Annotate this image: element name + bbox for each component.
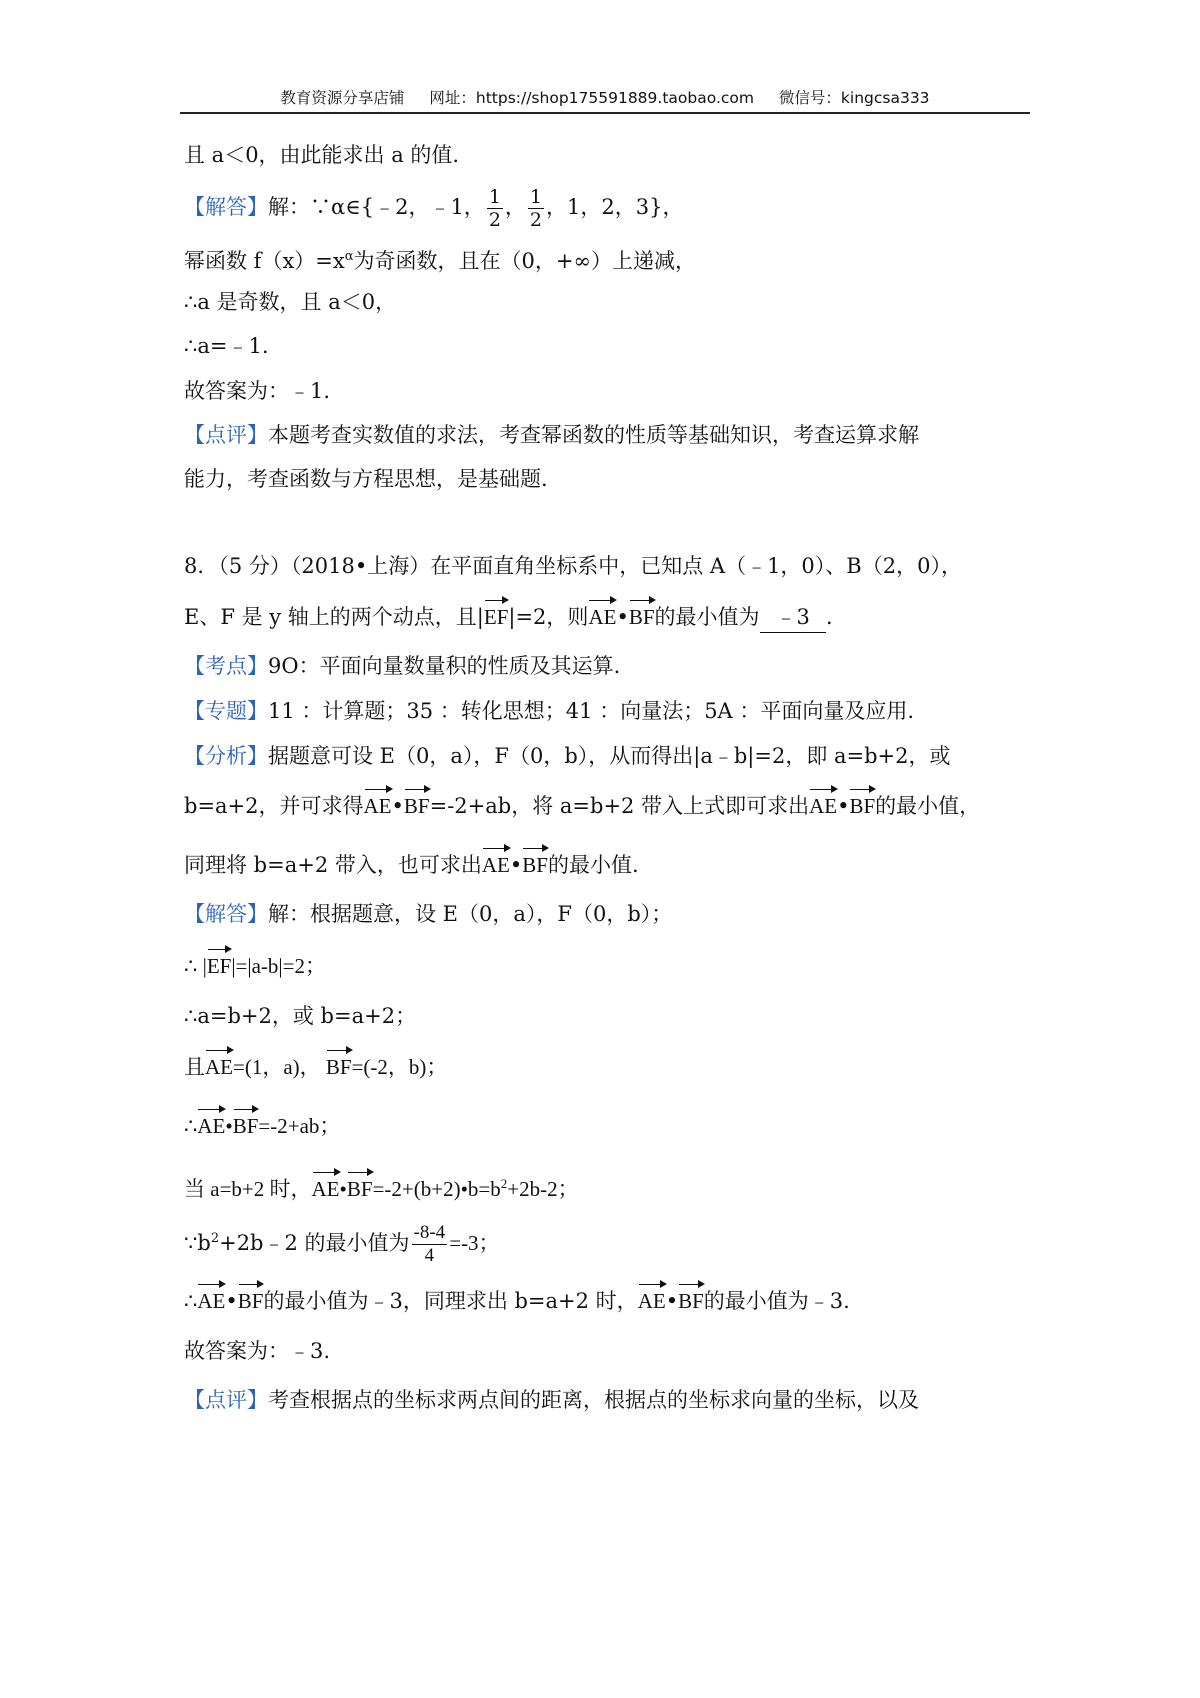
wechat-id: 微信号：kingcsa333	[778, 89, 930, 107]
answer-blank: ﹣3	[760, 602, 826, 633]
vector-ae: AE	[482, 850, 510, 880]
fraction-half: $\frac{1}{2}$	[529, 186, 542, 231]
q8-solution-line5: ∴AE•BF=-2+ab；	[184, 1111, 1034, 1141]
q7-review-line1: 【点评】本题考查实数值的求法，考查幂函数的性质等基础知识，考查运算求解	[184, 423, 919, 447]
q8-fenxi-line2: b=a+2，并可求得AE•BF=-2+ab，将 a=b+2 带入上式即可求出AE•BF的最小值，	[184, 791, 1034, 821]
review-tag: 【点评】	[184, 423, 268, 447]
answer-tag: 【解答】	[184, 195, 268, 219]
shop-name: 教育资源分享店铺	[280, 89, 405, 107]
vector-ae: AE	[197, 1111, 225, 1141]
q7-power-function-line: 幂函数 $f(x)=x^\alpha$为奇函数，且在（0，+∞）上递减，	[184, 249, 696, 273]
q7-answer-text: 解：∵α∈{﹣2，﹣1，	[268, 195, 485, 219]
q8-solution-line2: ∴ |EF|=|a-b|=2；	[184, 951, 1034, 981]
fenxi-tag: 【分析】	[184, 744, 268, 768]
q8-solution-line6: 当 a=b+2 时，$AE•BF=-2+(b+2)•b=b^2+2b-2$；	[184, 1169, 1034, 1204]
vector-ae: AE	[588, 602, 616, 632]
q8-final-answer: 故答案为：﹣3.	[184, 1339, 331, 1363]
vector-ae: AE	[638, 1286, 666, 1316]
q8-stem-line1: 8．（5 分）（2018•上海）在平面直角坐标系中，已知点 A（﹣1，0）、B（2，0），	[184, 554, 962, 578]
vector-bf: BF	[678, 1286, 704, 1316]
q8-solution-line3: ∴a=b+2，或 b=a+2；	[184, 1004, 417, 1028]
alpha-exponent: α	[344, 249, 354, 264]
q7-answer-tail: ，1，2，3}，	[546, 195, 684, 219]
review-tag: 【点评】	[184, 1388, 268, 1412]
q8-zhuanti-line: 【专题】11 ：计算题；35 ：转化思想；41 ：向量法；5A ：平面向量及应用.	[184, 699, 915, 723]
vector-bf: BF	[347, 1174, 373, 1204]
q7-analysis-tail: 且 a＜0，由此能求出 a 的值.	[184, 143, 460, 167]
q7-answer-line: 【解答】解：∵α∈{﹣2，﹣1， $\frac{1}{2}$ ， $\frac{1}{2}$ ，1，2，3}，	[184, 186, 684, 231]
vector-ef: EF	[484, 602, 509, 632]
fraction-half: $\frac{1}{2}$	[488, 186, 501, 231]
vector-ef: EF	[207, 951, 232, 981]
q8-kaodian-line: 【考点】9O：平面向量数量积的性质及其运算.	[184, 654, 621, 678]
q7-final-answer: 故答案为：﹣1.	[184, 379, 331, 403]
q8-fenxi-line1: 【分析】据题意可设 E（0，a），F（0，b），从而得出|a﹣b|=2，即 a=b+2，或	[184, 744, 951, 768]
answer-tag: 【解答】	[184, 902, 268, 926]
vector-bf: BF	[522, 850, 548, 880]
q7-odd-line: ∴a 是奇数，且 a＜0，	[184, 290, 397, 314]
vector-bf: BF	[238, 1286, 264, 1316]
q7-review-line2: 能力，考查函数与方程思想，是基础题.	[184, 467, 548, 491]
q8-fenxi-line3: 同理将 b=a+2 带入，也可求出AE•BF的最小值.	[184, 850, 1034, 880]
q8-solution-line7: $\because b^2+2b﹣2$ 的最小值为 $\frac{-8-4}{4}$ =-3；	[184, 1222, 500, 1266]
q8-stem-line2: E、F 是 y 轴上的两个动点，且|EF|=2，则AE•BF的最小值为 ﹣3 .	[184, 602, 1034, 633]
kaodian-tag: 【考点】	[184, 654, 268, 678]
vector-bf: BF	[326, 1052, 352, 1082]
q8-solution-line8: ∴AE•BF的最小值为﹣3，同理求出 b=a+2 时，AE•BF的最小值为﹣3.	[184, 1286, 1034, 1316]
vector-bf: BF	[404, 791, 430, 821]
vector-bf: BF	[849, 791, 875, 821]
fraction-minimum: $\frac{-8-4}{4}$	[413, 1222, 446, 1266]
page-header	[180, 86, 1030, 114]
q8-solution-line4: 且AE=(1，a)， BF=(-2，b)；	[184, 1052, 1034, 1082]
shop-url: 网址：https://shop175591889.taobao.com	[429, 89, 754, 107]
vector-ae: AE	[205, 1052, 233, 1082]
vector-ae: AE	[809, 791, 837, 821]
vector-ae: AE	[312, 1174, 340, 1204]
vector-ae: AE	[197, 1286, 225, 1316]
vector-bf: BF	[629, 602, 655, 632]
q8-review-line: 【点评】考查根据点的坐标求两点间的距离，根据点的坐标求向量的坐标，以及	[184, 1388, 919, 1412]
vector-bf: BF	[233, 1111, 259, 1141]
q7-result-line: ∴a=﹣1.	[184, 334, 269, 358]
q8-solution-line1: 【解答】解：根据题意，设 E（0，a），F（0，b）；	[184, 902, 673, 926]
vector-ae: AE	[364, 791, 392, 821]
zhuanti-tag: 【专题】	[184, 699, 268, 723]
